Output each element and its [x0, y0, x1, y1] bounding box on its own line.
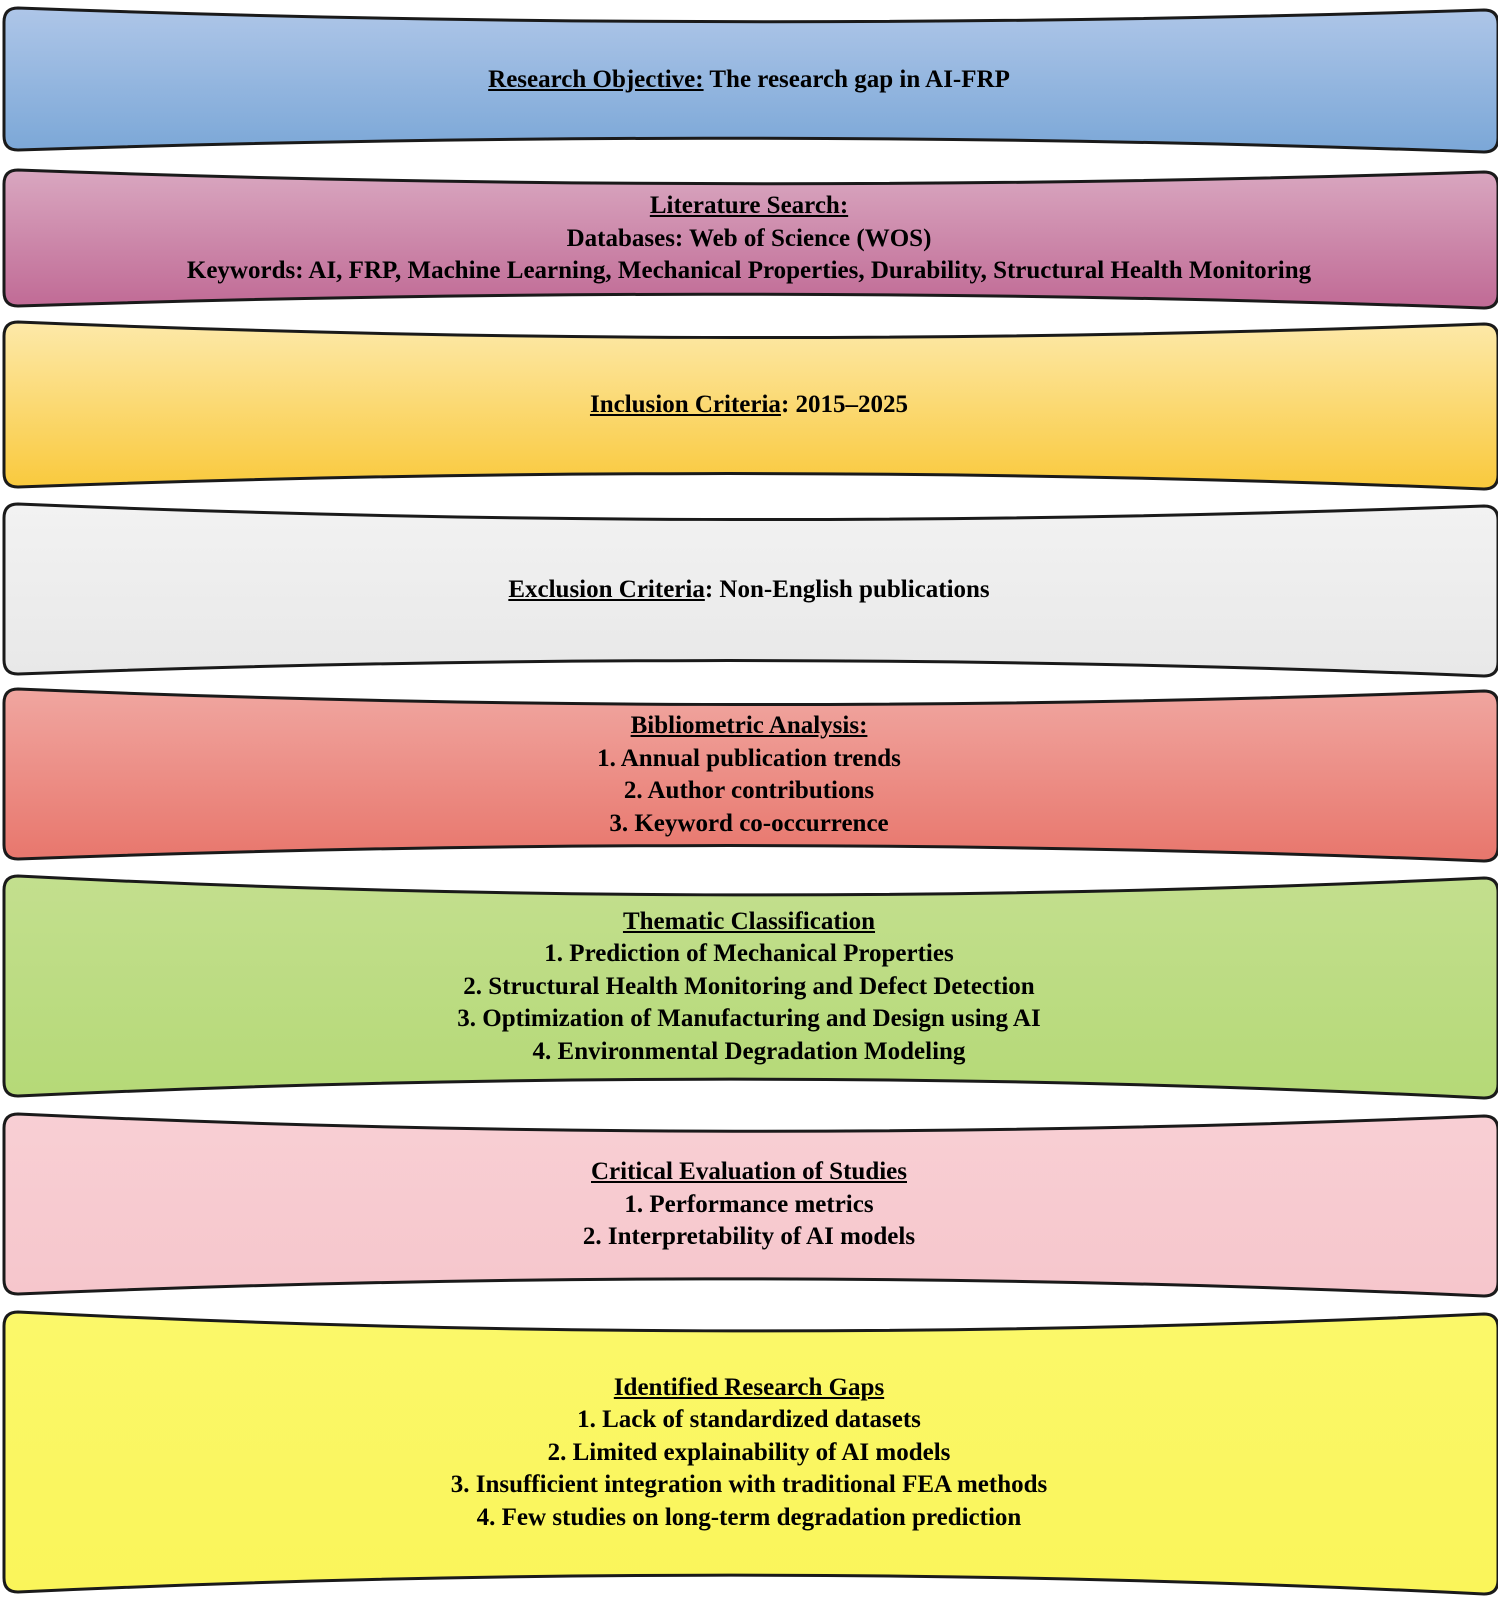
band-line-identified-research-gaps-3: 3. Insufficient integration with traditional FEA methods	[450, 1471, 1048, 1499]
band-line-identified-research-gaps-1: 1. Lack of standardized datasets	[577, 1406, 921, 1434]
band-text-thematic-classification	[0, 906, 1498, 1069]
band-heading-thematic-classification: Thematic Classification	[622, 907, 876, 935]
band-bibliometric-analysis	[0, 685, 1498, 865]
band-heading-suffix-exclusion-criteria: : Non-English publications	[704, 575, 990, 603]
band-heading-research-objective: Research Objective:	[488, 65, 704, 93]
band-line-literature-search-2: Keywords: AI, FRP, Machine Learning, Mechanical Properties, Durability, Structural Health Monitoring	[186, 257, 1312, 285]
band-text-inclusion-criteria	[0, 389, 1498, 422]
band-text-critical-evaluation	[0, 1156, 1498, 1254]
band-heading-suffix-inclusion-criteria: : 2015–2025	[780, 391, 909, 419]
band-research-objective	[0, 4, 1498, 156]
band-text-identified-research-gaps	[0, 1372, 1498, 1535]
band-text-literature-search	[0, 190, 1498, 288]
band-heading-suffix-research-objective: The research gap in AI-FRP	[703, 65, 1010, 93]
band-text-exclusion-criteria	[0, 574, 1498, 607]
band-line-literature-search-1: Databases: Web of Science (WOS)	[566, 224, 932, 252]
band-line-critical-evaluation-2: 2. Interpretability of AI models	[582, 1223, 916, 1251]
band-line-bibliometric-analysis-3: 3. Keyword co-occurrence	[609, 809, 889, 837]
band-heading-inclusion-criteria: Inclusion Criteria	[589, 391, 781, 419]
band-identified-research-gaps	[0, 1308, 1498, 1598]
band-text-research-objective	[0, 64, 1498, 97]
band-heading-identified-research-gaps: Identified Research Gaps	[613, 1373, 885, 1401]
band-heading-critical-evaluation: Critical Evaluation of Studies	[591, 1158, 907, 1186]
band-line-identified-research-gaps-4: 4. Few studies on long-term degradation prediction	[476, 1503, 1022, 1531]
band-exclusion-criteria	[0, 500, 1498, 680]
band-line-critical-evaluation-1: 1. Performance metrics	[624, 1190, 874, 1218]
band-heading-bibliometric-analysis: Bibliometric Analysis:	[630, 712, 868, 739]
band-thematic-classification	[0, 872, 1498, 1102]
band-critical-evaluation	[0, 1110, 1498, 1300]
band-literature-search	[0, 166, 1498, 312]
band-line-thematic-classification-2: 2. Structural Health Monitoring and Defect Detection	[463, 972, 1035, 1000]
band-line-thematic-classification-3: 3. Optimization of Manufacturing and Design using AI	[457, 1005, 1041, 1033]
band-text-bibliometric-analysis	[0, 710, 1498, 840]
band-line-thematic-classification-4: 4. Environmental Degradation Modeling	[532, 1037, 966, 1065]
band-inclusion-criteria	[0, 318, 1498, 493]
band-line-thematic-classification-1: 1. Prediction of Mechanical Properties	[544, 940, 954, 968]
band-line-identified-research-gaps-2: 2. Limited explainability of AI models	[547, 1438, 951, 1466]
band-line-bibliometric-analysis-2: 2. Author contributions	[623, 777, 875, 804]
band-heading-literature-search: Literature Search:	[649, 192, 849, 220]
band-heading-exclusion-criteria: Exclusion Criteria	[508, 575, 705, 603]
band-line-bibliometric-analysis-1: 1. Annual publication trends	[597, 744, 901, 772]
